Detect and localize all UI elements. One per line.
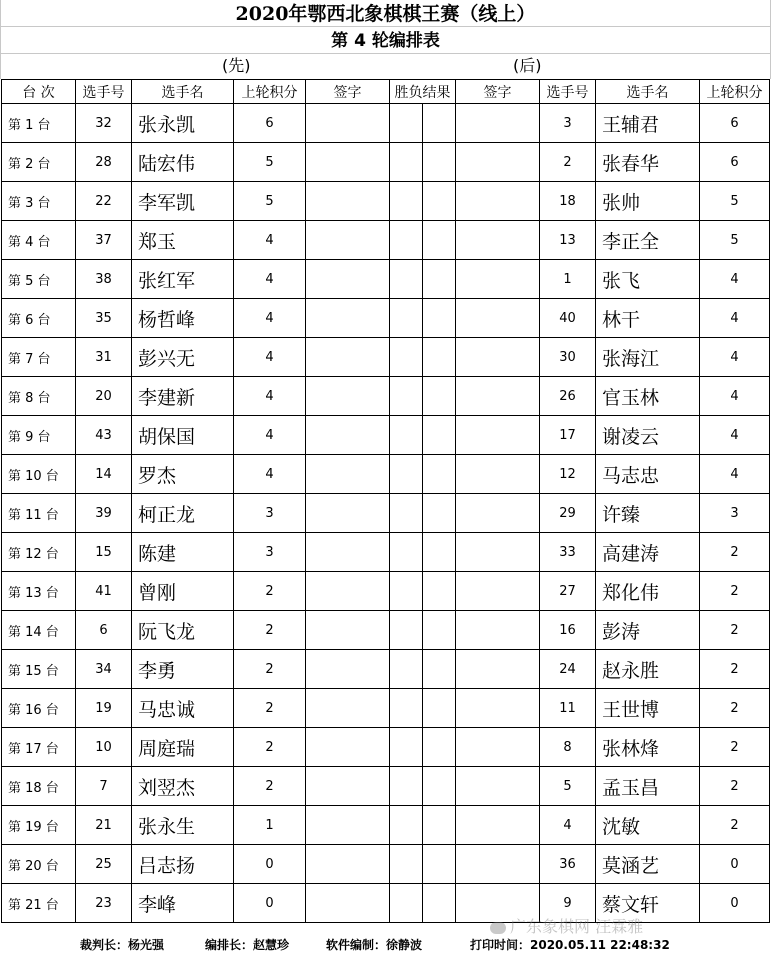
sign-cell-first <box>306 455 390 494</box>
table-row <box>2 611 770 650</box>
player-name-second: 沈敏 <box>596 806 700 845</box>
player-no-first: 32 <box>76 104 132 143</box>
table-row <box>2 572 770 611</box>
result-cell-first <box>390 767 423 806</box>
player-no-second: 13 <box>540 221 596 260</box>
player-name-first: 曾刚 <box>132 572 234 611</box>
result-cell-first <box>390 338 423 377</box>
player-name-second: 许臻 <box>596 494 700 533</box>
header-score-first: 上轮积分 <box>234 80 306 104</box>
score-first: 2 <box>234 572 306 611</box>
player-name-second: 赵永胜 <box>596 650 700 689</box>
table-number: 第 5 台 <box>2 260 76 299</box>
score-second: 4 <box>700 260 770 299</box>
sign-cell-second <box>456 494 540 533</box>
score-second: 4 <box>700 416 770 455</box>
table-row <box>2 299 770 338</box>
score-first: 1 <box>234 806 306 845</box>
sign-cell-second <box>456 299 540 338</box>
sign-cell-second <box>456 338 540 377</box>
player-name-second: 高建涛 <box>596 533 700 572</box>
result-cell-second <box>423 455 456 494</box>
sign-cell-second <box>456 104 540 143</box>
table-row <box>2 260 770 299</box>
result-cell-second <box>423 611 456 650</box>
result-cell-second <box>423 806 456 845</box>
result-cell-first <box>390 260 423 299</box>
player-no-second: 16 <box>540 611 596 650</box>
player-no-first: 34 <box>76 650 132 689</box>
score-first: 3 <box>234 494 306 533</box>
chief-referee: 裁判长：杨光强 <box>80 938 165 952</box>
score-second: 2 <box>700 533 770 572</box>
sign-cell-first <box>306 572 390 611</box>
sign-cell-second <box>456 767 540 806</box>
player-name-first: 李建新 <box>132 377 234 416</box>
score-first: 4 <box>234 455 306 494</box>
sign-cell-second <box>456 182 540 221</box>
player-name-second: 张飞 <box>596 260 700 299</box>
player-no-first: 7 <box>76 767 132 806</box>
sign-cell-second <box>456 689 540 728</box>
table-number: 第 11 台 <box>2 494 76 533</box>
sign-cell-second <box>456 455 540 494</box>
side-first-label: (先) <box>222 56 251 75</box>
player-no-first: 14 <box>76 455 132 494</box>
result-cell-second <box>423 221 456 260</box>
table-number: 第 4 台 <box>2 221 76 260</box>
score-second: 2 <box>700 689 770 728</box>
result-cell-first <box>390 299 423 338</box>
header-row <box>2 80 770 104</box>
table-number: 第 16 台 <box>2 689 76 728</box>
player-no-second: 11 <box>540 689 596 728</box>
header-table: 台 次 <box>2 80 76 104</box>
score-first: 3 <box>234 533 306 572</box>
player-no-second: 18 <box>540 182 596 221</box>
result-cell-first <box>390 884 423 923</box>
player-name-second: 张春华 <box>596 143 700 182</box>
player-name-second: 孟玉昌 <box>596 767 700 806</box>
player-no-second: 27 <box>540 572 596 611</box>
sign-cell-first <box>306 533 390 572</box>
side-second-label: (后) <box>513 56 542 75</box>
result-cell-first <box>390 182 423 221</box>
score-first: 5 <box>234 143 306 182</box>
player-name-first: 杨哲峰 <box>132 299 234 338</box>
player-name-first: 吕志扬 <box>132 845 234 884</box>
sign-cell-second <box>456 377 540 416</box>
player-no-first: 6 <box>76 611 132 650</box>
watermark <box>490 914 643 937</box>
sign-cell-first <box>306 143 390 182</box>
player-no-second: 5 <box>540 767 596 806</box>
player-name-first: 柯正龙 <box>132 494 234 533</box>
score-first: 4 <box>234 338 306 377</box>
result-cell-second <box>423 260 456 299</box>
sign-cell-second <box>456 533 540 572</box>
player-name-second: 王辅君 <box>596 104 700 143</box>
header-player-no-first: 选手号 <box>76 80 132 104</box>
footer <box>0 930 771 957</box>
player-name-first: 周庭瑞 <box>132 728 234 767</box>
table-number: 第 10 台 <box>2 455 76 494</box>
result-cell-first <box>390 806 423 845</box>
header-sign-first: 签字 <box>306 80 390 104</box>
player-no-second: 36 <box>540 845 596 884</box>
table-row <box>2 845 770 884</box>
sign-cell-first <box>306 221 390 260</box>
table-number: 第 9 台 <box>2 416 76 455</box>
result-cell-second <box>423 572 456 611</box>
print-time: 打印时间：2020.05.11 22:48:32 <box>470 938 670 952</box>
player-name-second: 蔡文轩 <box>596 884 700 923</box>
player-name-first: 郑玉 <box>132 221 234 260</box>
table-number: 第 1 台 <box>2 104 76 143</box>
player-name-first: 张永生 <box>132 806 234 845</box>
player-name-first: 刘翌杰 <box>132 767 234 806</box>
table-row <box>2 377 770 416</box>
player-name-second: 谢凌云 <box>596 416 700 455</box>
table-number: 第 6 台 <box>2 299 76 338</box>
score-second: 2 <box>700 572 770 611</box>
player-name-first: 李勇 <box>132 650 234 689</box>
result-cell-first <box>390 104 423 143</box>
player-name-second: 林干 <box>596 299 700 338</box>
table-number: 第 12 台 <box>2 533 76 572</box>
result-cell-second <box>423 338 456 377</box>
sign-cell-second <box>456 260 540 299</box>
round-subtitle: 第 4 轮编排表 <box>331 31 440 51</box>
sign-cell-second <box>456 221 540 260</box>
header-sign-second: 签字 <box>456 80 540 104</box>
score-second: 2 <box>700 728 770 767</box>
sign-cell-second <box>456 416 540 455</box>
player-no-first: 43 <box>76 416 132 455</box>
player-no-first: 38 <box>76 260 132 299</box>
table-row <box>2 494 770 533</box>
player-no-first: 28 <box>76 143 132 182</box>
sign-cell-first <box>306 104 390 143</box>
result-cell-second <box>423 650 456 689</box>
player-no-first: 35 <box>76 299 132 338</box>
score-first: 4 <box>234 377 306 416</box>
result-cell-second <box>423 884 456 923</box>
score-first: 4 <box>234 416 306 455</box>
player-no-first: 37 <box>76 221 132 260</box>
pairing-table <box>1 79 770 923</box>
score-second: 4 <box>700 377 770 416</box>
player-no-second: 40 <box>540 299 596 338</box>
table-number: 第 3 台 <box>2 182 76 221</box>
player-name-first: 胡保国 <box>132 416 234 455</box>
header-player-name-first: 选手名 <box>132 80 234 104</box>
score-first: 0 <box>234 845 306 884</box>
player-name-second: 张海江 <box>596 338 700 377</box>
result-cell-first <box>390 728 423 767</box>
result-cell-second <box>423 728 456 767</box>
score-first: 6 <box>234 104 306 143</box>
header-result: 胜负结果 <box>390 80 456 104</box>
sign-cell-second <box>456 806 540 845</box>
sign-cell-first <box>306 884 390 923</box>
result-cell-first <box>390 689 423 728</box>
header-player-no-second: 选手号 <box>540 80 596 104</box>
result-cell-second <box>423 104 456 143</box>
result-cell-second <box>423 767 456 806</box>
sign-cell-first <box>306 416 390 455</box>
result-cell-second <box>423 845 456 884</box>
table-row <box>2 182 770 221</box>
table-row <box>2 104 770 143</box>
sign-cell-first <box>306 806 390 845</box>
sign-cell-second <box>456 728 540 767</box>
player-no-second: 17 <box>540 416 596 455</box>
player-no-first: 22 <box>76 182 132 221</box>
score-first: 5 <box>234 182 306 221</box>
score-second: 4 <box>700 455 770 494</box>
player-name-second: 李正全 <box>596 221 700 260</box>
sign-cell-second <box>456 143 540 182</box>
sign-cell-second <box>456 572 540 611</box>
page-title: 2020年鄂西北象棋棋王赛（线上） <box>235 3 536 25</box>
score-first: 4 <box>234 299 306 338</box>
player-no-first: 10 <box>76 728 132 767</box>
result-cell-first <box>390 143 423 182</box>
player-name-second: 官玉林 <box>596 377 700 416</box>
result-cell-first <box>390 533 423 572</box>
player-name-second: 马志忠 <box>596 455 700 494</box>
table-row <box>2 689 770 728</box>
player-no-first: 20 <box>76 377 132 416</box>
table-row <box>2 221 770 260</box>
result-cell-second <box>423 416 456 455</box>
score-first: 4 <box>234 221 306 260</box>
player-no-second: 4 <box>540 806 596 845</box>
player-name-first: 彭兴无 <box>132 338 234 377</box>
result-cell-first <box>390 611 423 650</box>
player-no-first: 15 <box>76 533 132 572</box>
table-number: 第 2 台 <box>2 143 76 182</box>
table-row <box>2 338 770 377</box>
result-cell-first <box>390 845 423 884</box>
score-second: 2 <box>700 611 770 650</box>
watermark-text: 广东象棋网 汪霖雅 <box>510 917 644 936</box>
table-number: 第 8 台 <box>2 377 76 416</box>
table-row <box>2 884 770 923</box>
software-author: 软件编制：徐静波 <box>326 938 423 952</box>
player-name-first: 李峰 <box>132 884 234 923</box>
table-row <box>2 650 770 689</box>
player-no-second: 2 <box>540 143 596 182</box>
table-number: 第 14 台 <box>2 611 76 650</box>
table-number: 第 13 台 <box>2 572 76 611</box>
player-no-second: 3 <box>540 104 596 143</box>
result-cell-first <box>390 650 423 689</box>
sign-cell-second <box>456 650 540 689</box>
score-second: 4 <box>700 299 770 338</box>
player-no-first: 31 <box>76 338 132 377</box>
player-no-second: 24 <box>540 650 596 689</box>
table-number: 第 7 台 <box>2 338 76 377</box>
score-first: 2 <box>234 767 306 806</box>
score-second: 3 <box>700 494 770 533</box>
player-no-second: 12 <box>540 455 596 494</box>
header-player-name-second: 选手名 <box>596 80 700 104</box>
player-no-second: 30 <box>540 338 596 377</box>
player-name-second: 王世博 <box>596 689 700 728</box>
score-second: 5 <box>700 221 770 260</box>
player-name-first: 李军凯 <box>132 182 234 221</box>
player-name-second: 彭涛 <box>596 611 700 650</box>
score-second: 4 <box>700 338 770 377</box>
sign-cell-first <box>306 182 390 221</box>
player-name-first: 陆宏伟 <box>132 143 234 182</box>
player-no-first: 23 <box>76 884 132 923</box>
sign-cell-first <box>306 494 390 533</box>
player-name-first: 张永凯 <box>132 104 234 143</box>
wechat-icon <box>490 922 506 934</box>
table-row <box>2 806 770 845</box>
player-no-first: 39 <box>76 494 132 533</box>
player-name-first: 罗杰 <box>132 455 234 494</box>
player-name-second: 莫涵艺 <box>596 845 700 884</box>
sign-cell-first <box>306 845 390 884</box>
score-second: 2 <box>700 767 770 806</box>
table-row <box>2 416 770 455</box>
player-name-second: 郑化伟 <box>596 572 700 611</box>
score-second: 6 <box>700 104 770 143</box>
sign-cell-first <box>306 260 390 299</box>
result-cell-first <box>390 221 423 260</box>
sign-cell-first <box>306 650 390 689</box>
score-first: 2 <box>234 689 306 728</box>
result-cell-second <box>423 143 456 182</box>
sign-cell-first <box>306 377 390 416</box>
score-first: 2 <box>234 650 306 689</box>
sign-cell-second <box>456 845 540 884</box>
player-name-first: 马忠诚 <box>132 689 234 728</box>
sign-cell-first <box>306 611 390 650</box>
player-no-second: 33 <box>540 533 596 572</box>
result-cell-first <box>390 572 423 611</box>
sign-cell-first <box>306 338 390 377</box>
player-no-second: 29 <box>540 494 596 533</box>
player-name-first: 张红军 <box>132 260 234 299</box>
table-row <box>2 533 770 572</box>
sign-cell-first <box>306 689 390 728</box>
score-first: 2 <box>234 728 306 767</box>
result-cell-second <box>423 299 456 338</box>
table-number: 第 17 台 <box>2 728 76 767</box>
result-cell-second <box>423 182 456 221</box>
player-no-first: 25 <box>76 845 132 884</box>
sign-cell-second <box>456 611 540 650</box>
result-cell-first <box>390 455 423 494</box>
player-name-first: 阮飞龙 <box>132 611 234 650</box>
player-no-second: 9 <box>540 884 596 923</box>
player-no-second: 8 <box>540 728 596 767</box>
player-name-second: 张林烽 <box>596 728 700 767</box>
table-number: 第 18 台 <box>2 767 76 806</box>
table-row <box>2 143 770 182</box>
result-cell-first <box>390 416 423 455</box>
result-cell-first <box>390 494 423 533</box>
score-second: 5 <box>700 182 770 221</box>
table-number: 第 19 台 <box>2 806 76 845</box>
player-no-first: 41 <box>76 572 132 611</box>
table-row <box>2 767 770 806</box>
table-number: 第 20 台 <box>2 845 76 884</box>
sign-cell-first <box>306 299 390 338</box>
result-cell-second <box>423 377 456 416</box>
player-no-first: 21 <box>76 806 132 845</box>
table-row <box>2 728 770 767</box>
score-first: 4 <box>234 260 306 299</box>
table-number: 第 21 台 <box>2 884 76 923</box>
score-first: 0 <box>234 884 306 923</box>
player-no-second: 26 <box>540 377 596 416</box>
score-second: 0 <box>700 845 770 884</box>
result-cell-second <box>423 689 456 728</box>
score-second: 6 <box>700 143 770 182</box>
sign-cell-first <box>306 728 390 767</box>
player-name-first: 陈建 <box>132 533 234 572</box>
result-cell-second <box>423 494 456 533</box>
score-second: 2 <box>700 806 770 845</box>
score-second: 2 <box>700 650 770 689</box>
result-cell-second <box>423 533 456 572</box>
arranger: 编排长：赵慧珍 <box>205 938 290 952</box>
gridline <box>0 26 771 27</box>
player-no-first: 19 <box>76 689 132 728</box>
table-number: 第 15 台 <box>2 650 76 689</box>
result-cell-first <box>390 377 423 416</box>
score-first: 2 <box>234 611 306 650</box>
table-row <box>2 455 770 494</box>
player-name-second: 张帅 <box>596 182 700 221</box>
player-no-second: 1 <box>540 260 596 299</box>
score-second: 0 <box>700 884 770 923</box>
sign-cell-first <box>306 767 390 806</box>
header-score-second: 上轮积分 <box>700 80 770 104</box>
